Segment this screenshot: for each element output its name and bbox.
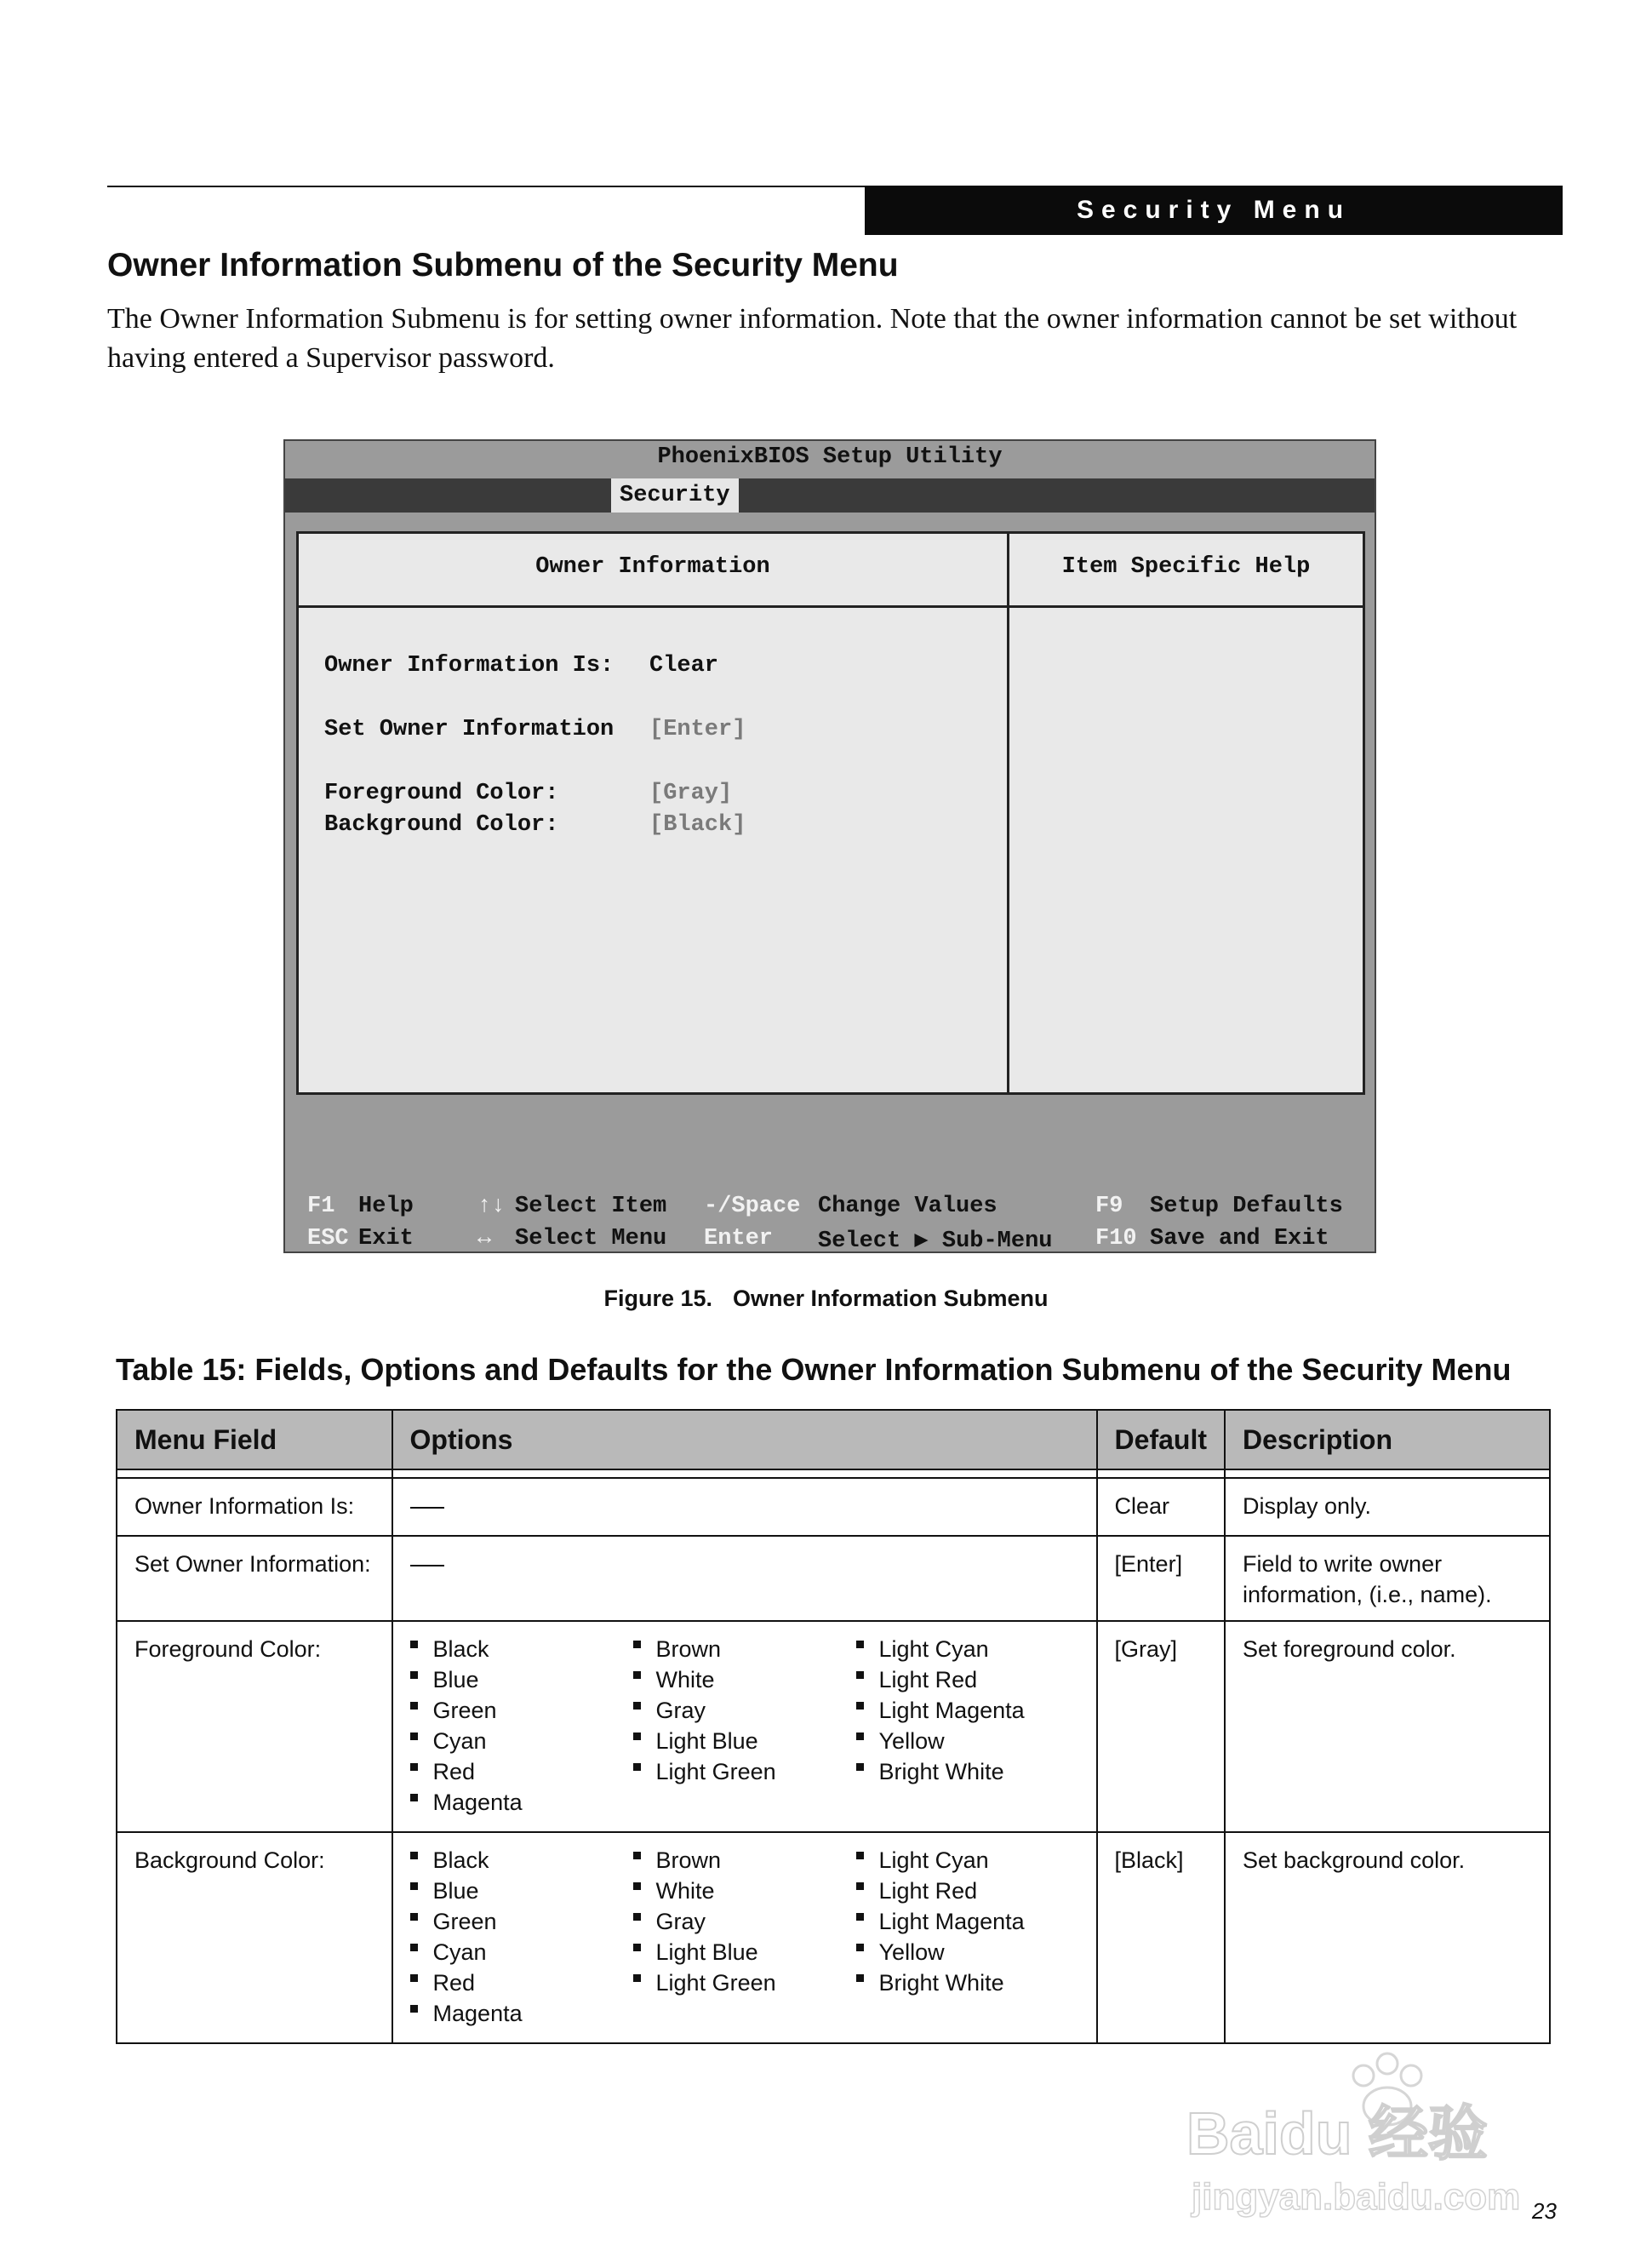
field-foreground-color-label[interactable]: Foreground Color: [324,781,559,806]
field-set-owner-info-value[interactable]: [Enter] [649,717,746,742]
bullet-icon [633,1944,641,1951]
bullet-icon [856,1763,864,1771]
table-row [117,1478,1550,1536]
option-item: Red [410,1756,633,1787]
option-item: Light Green [633,1967,856,1998]
option-item: Light Red [856,1664,1079,1695]
field-background-color-value[interactable]: [Black] [649,812,746,838]
bullet-icon [410,1641,418,1648]
bios-menubar [285,478,1375,513]
option-item: Green [410,1695,633,1726]
bullet-icon [856,1913,864,1921]
field-foreground-color-value[interactable]: [Gray] [649,781,733,806]
bullet-icon [633,1732,641,1740]
tab-security-label: Security [620,483,730,508]
bullet-icon [410,1732,418,1740]
page-number: 23 [1532,2198,1557,2224]
cell-default: Clear [1097,1478,1225,1536]
figure-caption [0,1286,1652,1312]
footer-key-enter: Enter [704,1226,774,1251]
table-row [117,1621,1550,1832]
footer-desc-select-item: Select Item [515,1194,667,1219]
panel-divider [1007,534,1009,1092]
option-item: Gray [633,1695,856,1726]
tab-security[interactable] [611,478,739,513]
section-title: Owner Information Submenu of the Security Menu [107,247,899,284]
options-table [116,1409,1551,2044]
bullet-icon [633,1641,641,1648]
option-item: Cyan [410,1726,633,1756]
option-item: Black [410,1634,633,1664]
option-item: Light Magenta [856,1695,1079,1726]
option-item: Light Green [633,1756,856,1787]
cell-options [392,1832,1097,2043]
bios-screen [283,439,1376,1253]
option-item: Light Cyan [856,1845,1079,1876]
bullet-icon [410,1913,418,1921]
section-header-label: Security Menu [1076,196,1352,224]
bullet-icon [633,1882,641,1890]
table-spacer-row [117,1469,1550,1478]
option-item: Green [410,1906,633,1937]
baidu-watermark [1183,2043,1575,2231]
option-item: Light Blue [633,1726,856,1756]
header-options: Options [392,1410,1097,1469]
intro-paragraph: The Owner Information Submenu is for setting owner information. Note that the owner information cannot be set without having entered a Supervisor password. [107,303,1518,374]
option-item: Light Magenta [856,1906,1079,1937]
bullet-icon [633,1974,641,1982]
bios-title: PhoenixBIOS Setup Utility [657,444,1003,470]
bullet-icon [410,1763,418,1771]
dash-mark [410,1507,444,1509]
bullet-icon [856,1671,864,1679]
option-column [633,1845,856,2029]
bullet-icon [410,2005,418,2013]
field-set-owner-info-label[interactable]: Set Owner Information [324,717,614,742]
panel-title-item-help: Item Specific Help [1061,554,1311,580]
figure-caption-text: Owner Information Submenu [733,1286,1049,1311]
option-column [410,1845,633,2029]
option-item: Light Cyan [856,1634,1079,1664]
cell-description: Set background color. [1225,1832,1550,2043]
table-row [117,1832,1550,2043]
option-item: Bright White [856,1756,1079,1787]
cell-default: [Black] [1097,1832,1225,2043]
option-item: Bright White [856,1967,1079,1998]
cell-description: Field to write owner information, (i.e., name). [1225,1536,1550,1621]
footer-key-leftright: ↔ [477,1226,492,1251]
panel-header-divider [299,605,1363,608]
bullet-icon [410,1882,418,1890]
cell-options [392,1536,1097,1621]
baidu-paw-icon [1183,2043,1575,2231]
section-header-bar [865,186,1563,235]
footer-desc-save-exit: Save and Exit [1150,1226,1329,1251]
footer-key-updown: ↑↓ [477,1194,506,1219]
option-item: Yellow [856,1937,1079,1967]
bullet-icon [410,1852,418,1859]
bullet-icon [856,1732,864,1740]
option-item: Cyan [410,1937,633,1967]
footer-key-f9: F9 [1095,1194,1123,1219]
bullet-icon [856,1944,864,1951]
option-item: White [633,1664,856,1695]
footer-desc-exit: Exit [358,1226,414,1251]
option-item: Red [410,1967,633,1998]
option-item: Gray [633,1906,856,1937]
field-owner-info-is-label: Owner Information Is: [324,653,614,679]
table-row [117,1536,1550,1621]
cell-field: Foreground Color: [117,1621,392,1832]
header-description: Description [1225,1410,1550,1469]
bullet-icon [856,1852,864,1859]
cell-description: Set foreground color. [1225,1621,1550,1832]
panel-title-owner-information: Owner Information [535,554,770,580]
bullet-icon [410,1974,418,1982]
figure-number: Figure 15. [603,1286,713,1311]
bullet-icon [410,1794,418,1801]
option-column [410,1634,633,1818]
bullet-icon [856,1974,864,1982]
field-owner-info-is-value: Clear [649,653,719,679]
option-item: Black [410,1845,633,1876]
field-background-color-label[interactable]: Background Color: [324,812,559,838]
option-item: Blue [410,1876,633,1906]
bullet-icon [856,1641,864,1648]
cell-description: Display only. [1225,1478,1550,1536]
option-item: Light Red [856,1876,1079,1906]
footer-key-esc: ESC [307,1226,349,1251]
footer-desc-select-menu: Select Menu [515,1226,667,1251]
option-item: Light Blue [633,1937,856,1967]
table-title: Table 15: Fields, Options and Defaults for the Owner Information Submenu of the Security Menu [116,1352,1512,1387]
option-item: Blue [410,1664,633,1695]
cell-field: Owner Information Is: [117,1478,392,1536]
dash-mark [410,1565,444,1566]
cell-field: Set Owner Information: [117,1536,392,1621]
option-column [633,1634,856,1818]
option-column [856,1845,1079,2029]
bullet-icon [633,1913,641,1921]
cell-default: [Gray] [1097,1621,1225,1832]
header-menu-field: Menu Field [117,1410,392,1469]
option-item: Yellow [856,1726,1079,1756]
option-column [856,1634,1079,1818]
watermark-brand: Baidu 经验 [1186,2100,1488,2167]
footer-key-minus-space: -/Space [704,1194,801,1219]
bullet-icon [856,1702,864,1710]
bios-panel [296,531,1365,1095]
footer-desc-change-values: Change Values [818,1194,997,1219]
bullet-icon [410,1702,418,1710]
footer-desc-help: Help [358,1194,414,1219]
cell-options [392,1621,1097,1832]
option-item: Brown [633,1634,856,1664]
table-header-row [117,1410,1550,1469]
option-item: White [633,1876,856,1906]
footer-key-f10: F10 [1095,1226,1137,1251]
bullet-icon [633,1671,641,1679]
header-default: Default [1097,1410,1225,1469]
bullet-icon [633,1763,641,1771]
bullet-icon [633,1852,641,1859]
bullet-icon [633,1702,641,1710]
bullet-icon [856,1882,864,1890]
footer-desc-select-submenu: Select ▶ Sub-Menu [818,1228,1053,1254]
option-item: Brown [633,1845,856,1876]
option-item: Magenta [410,1998,633,2029]
cell-default: [Enter] [1097,1536,1225,1621]
footer-desc-setup-defaults: Setup Defaults [1150,1194,1343,1219]
watermark-url: jingyan.baidu.com [1192,2176,1521,2218]
bullet-icon [410,1944,418,1951]
footer-key-f1: F1 [307,1194,335,1219]
option-item: Magenta [410,1787,633,1818]
cell-options [392,1478,1097,1536]
cell-field: Background Color: [117,1832,392,2043]
bullet-icon [410,1671,418,1679]
